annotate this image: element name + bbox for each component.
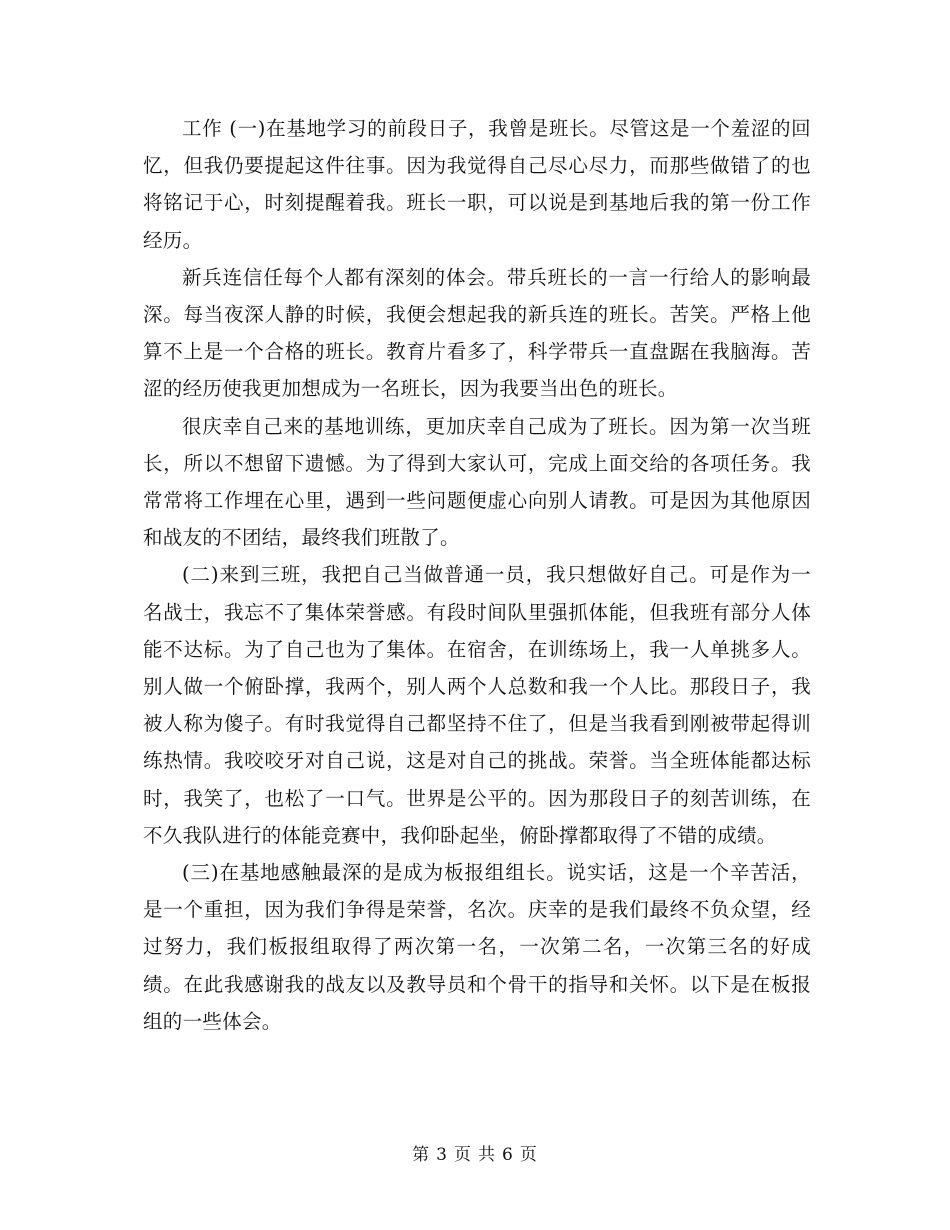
footer-suffix: 页 — [519, 1145, 538, 1165]
footer-total-pages: 6 — [502, 1145, 514, 1165]
footer-prefix: 第 — [412, 1145, 431, 1165]
paragraph-2: 新兵连信任每个人都有深刻的体会。带兵班长的一言一行给人的影响最深。每当夜深人静的时候，我便会想起我的新兵连的班长。苦笑。严格上他算不上是一个合格的班长。教育片看多了，科学带兵一直盘踞在我脑海。苦涩的经历使我更加想成为一名班长，因为我要当出色的班长。 — [143, 265, 811, 401]
page-footer — [0, 1143, 950, 1167]
footer-current-page: 3 — [436, 1145, 448, 1165]
document-body — [143, 110, 811, 1040]
footer-page-word: 页 — [454, 1145, 472, 1165]
footer-total-word: 共 — [478, 1145, 496, 1165]
paragraph-4: (二)来到三班，我把自己当做普通一员，我只想做好自己。可是作为一名战士，我忘不了集体荣誉感。有段时间队里强抓体能，但我班有部分人体能不达标。为了自己也为了集体。在宿舍，在训练场上，我一人单挑多人。别人做一个俯卧撑，我两个，别人两个人总数和我一个人比。那段日子，我被人称为傻子。有时我觉得自己都坚持不住了，但是当我看到刚被带起得训练热情。我咬咬牙对自己说，这是对自己的挑战。荣誉。当全班体能都达标时，我笑了，也松了一口气。世界是公平的。因为那段日子的刻苦训练，在不久我队进行的体能竞赛中，我仰卧起坐，俯卧撑都取得了不错的成绩。 — [143, 563, 811, 847]
paragraph-1: 工作 (一)在基地学习的前段日子，我曾是班长。尽管这是一个羞涩的回忆，但我仍要提起这件往事。因为我觉得自己尽心尽力，而那些做错了的也将铭记于心，时刻提醒着我。班长一职，可以说是到基地后我的第一份工作经历。 — [143, 117, 811, 252]
paragraph-5: (三)在基地感触最深的是成为板报组组长。说实话，这是一个辛苦活，是一个重担，因为我们争得是荣誉，名次。庆幸的是我们最终不负众望，经过努力，我们板报组取得了两次第一名，一次第二名，一次第三名的好成绩。在此我感谢我的战友以及教导员和个骨干的指导和关怀。以下是在板报组的一些体会。 — [143, 861, 811, 1033]
paragraph-3: 很庆幸自己来的基地训练，更加庆幸自己成为了班长。因为第一次当班长，所以不想留下遗憾。为了得到大家认可，完成上面交给的各项任务。我常常将工作埋在心里，遇到一些问题便虚心向别人请教。可是因为其他原因和战友的不团结，最终我们班散了。 — [143, 414, 811, 550]
